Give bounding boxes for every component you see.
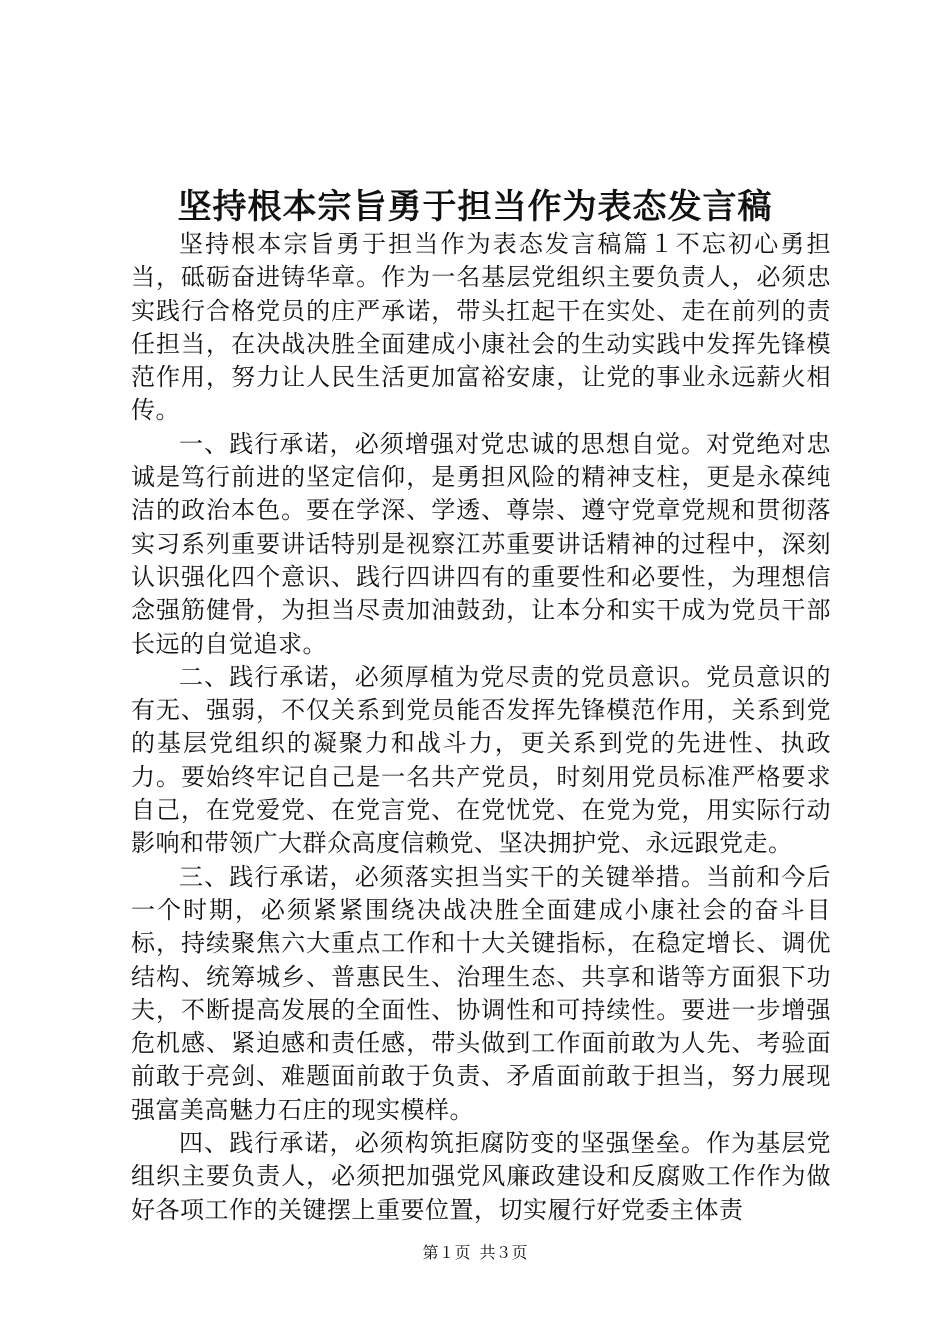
- page-number: 第１页: [422, 1243, 471, 1262]
- page-footer: [0, 1243, 950, 1263]
- page-title: 坚持根本宗旨勇于担当作为表态发言稿: [177, 187, 773, 227]
- paragraph-section-2: 二、践行承诺，必须厚植为党尽责的党员意识。党员意识的有无、强弱，不仅关系到党员能否发挥先锋模范作用，关系到党的基层党组织的凝聚力和战斗力，更关系到党的先进性、执政力。要始终牢记自己是一名共产党员，时刻用党员标准严格要求自己，在党爱党、在党言党、在党忧党、在党为党，用实际行动影响和带领广大群众高度信赖党、坚决拥护党、永远跟党走。: [131, 662, 831, 858]
- paragraph-section-1: 一、践行承诺，必须增强对党忠诚的思想自觉。对党绝对忠诚是笃行前进的坚定信仰，是勇担风险的精神支柱，更是永葆纯洁的政治本色。要在学深、学透、尊崇、遵守党章党规和贯彻落实习系列重要讲话特别是视察江苏重要讲话精神的过程中，深刻认识强化四个意识、践行四讲四有的重要性和必要性，为理想信念强筋健骨，为担当尽责加油鼓劲，让本分和实干成为党员干部长远的自觉追求。: [131, 429, 831, 658]
- paragraph-section-3: 三、践行承诺，必须落实担当实干的关键举措。当前和今后一个时期，必须紧紧围绕决战决胜全面建成小康社会的奋斗目标，持续聚焦六大重点工作和十大关键指标，在稳定增长、调优结构、统筹城乡、普惠民生、治理生态、共享和谐等方面狠下功夫，不断提高发展的全面性、协调性和可持续性。要进一步增强危机感、紧迫感和责任感，带头做到工作面前敢为人先、考验面前敢于亮剑、难题面前敢于负责、矛盾面前敢于担当，努力展现强富美高魅力石庄的现实模样。: [131, 862, 831, 1124]
- page-total: 共３页: [479, 1243, 528, 1262]
- paragraph-intro: 坚持根本宗旨勇于担当作为表态发言稿篇１不忘初心勇担当，砥砺奋进铸华章。作为一名基层党组织主要负责人，必须忠实践行合格党员的庄严承诺，带头扛起干在实处、走在前列的责任担当，在决战决胜全面建成小康社会的生动实践中发挥先锋模范作用，努力让人民生活更加富裕安康，让党的事业永远薪火相传。: [131, 230, 831, 425]
- paragraph-section-4: 四、践行承诺，必须构筑拒腐防变的坚强堡垒。作为基层党组织主要负责人，必须把加强党风廉政建设和反腐败工作作为做好各项工作的关键摆上重要位置，切实履行好党委主体责: [131, 1129, 831, 1224]
- document-body: [131, 228, 831, 1227]
